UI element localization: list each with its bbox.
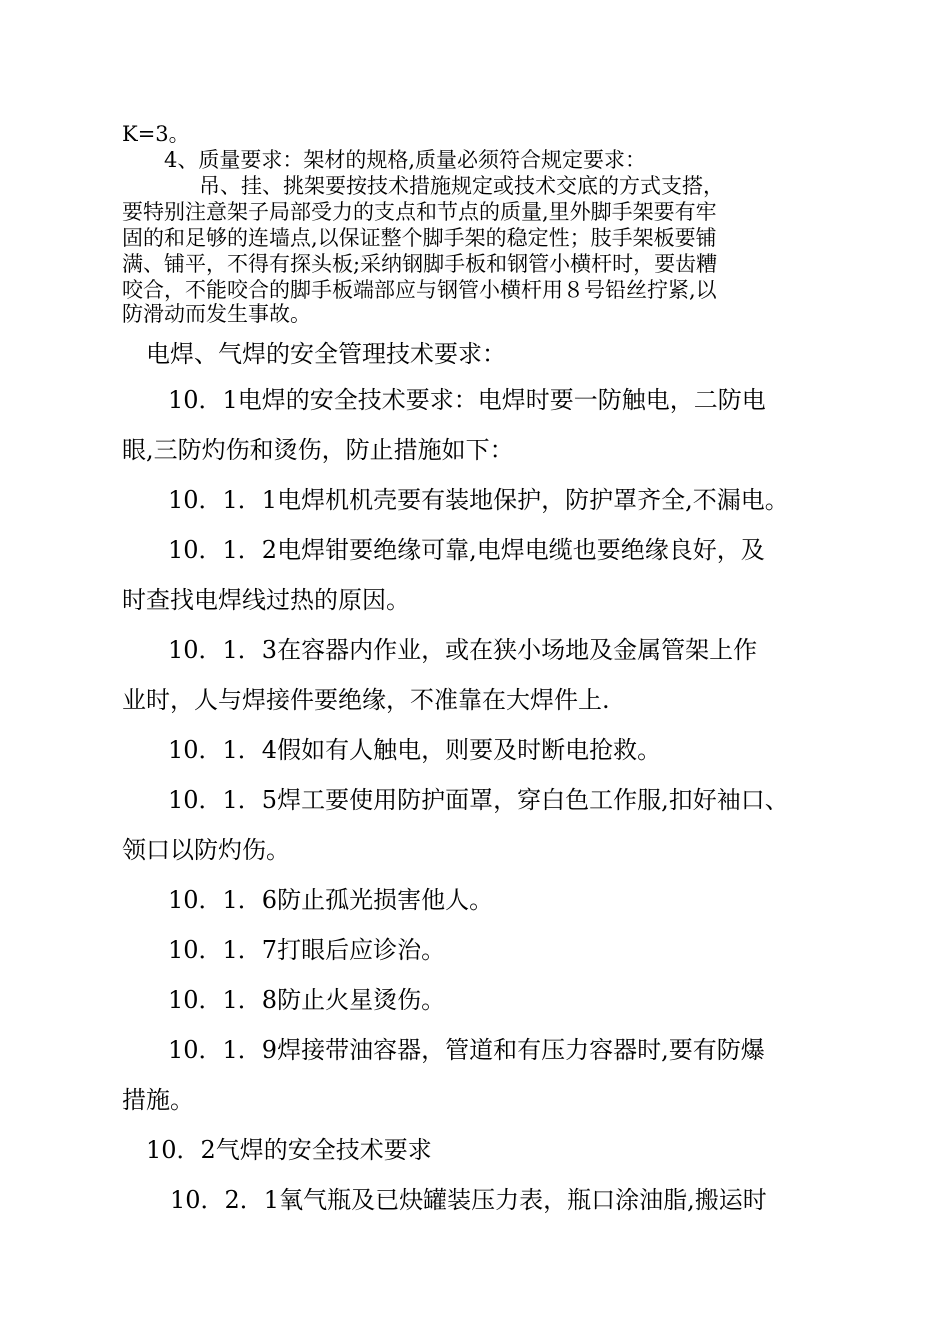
- text-line: 10．1．6防止孤光损害他人。: [168, 886, 494, 914]
- text-line: 领口以防灼伤。: [122, 836, 290, 864]
- text-line: 4、质量要求：架材的规格,质量必须符合规定要求：: [164, 148, 647, 172]
- text-line: 咬合，不能咬合的脚手板端部应与钢管小横杆用８号铅丝拧紧,以: [122, 278, 717, 302]
- text-line: 10．1．8防止火星烫伤。: [168, 986, 446, 1014]
- text-line: 10．1．9焊接带油容器，管道和有压力容器时,要有防爆: [168, 1036, 765, 1064]
- text-line: 10．1．4假如有人触电，则要及时断电抢救。: [168, 736, 662, 764]
- text-line: 业时，人与焊接件要绝缘，不准靠在大焊件上.: [122, 686, 610, 714]
- text-line: 措施。: [122, 1086, 194, 1114]
- text-line: 10．1．1电焊机机壳要有装地保护，防护罩齐全,不漏电。: [168, 486, 789, 514]
- section-heading: 电焊、气焊的安全管理技术要求：: [146, 340, 506, 368]
- text-line: 10．2．1氧气瓶及已炔罐装压力表，瓶口涂油脂,搬运时: [170, 1186, 767, 1214]
- text-line: 10．1．2电焊钳要绝缘可靠,电焊电缆也要绝缘良好，及: [168, 536, 765, 564]
- text-line: 满、铺平，不得有探头板;采纳钢脚手板和钢管小横杆时，要齿糟: [122, 252, 718, 276]
- text-line: 10．1．3在容器内作业，或在狭小场地及金属管架上作: [168, 636, 758, 664]
- text-line: 眼,三防灼伤和烫伤，防止措施如下：: [122, 436, 514, 464]
- text-line: 吊、挂、挑架要按技术措施规定或技术交底的方式支搭，: [199, 174, 724, 198]
- text-line: K=3。: [122, 122, 190, 146]
- text-line: 时查找电焊线过热的原因。: [122, 586, 410, 614]
- text-line: 固的和足够的连墙点,以保证整个脚手架的稳定性；肢手架板要铺: [122, 226, 717, 250]
- text-line: 要特别注意架子局部受力的支点和节点的质量,里外脚手架要有牢: [122, 200, 717, 224]
- text-line: 防滑动而发生事故。: [122, 302, 311, 326]
- text-line: 10．1电焊的安全技术要求：电焊时要一防触电，二防电: [168, 386, 766, 414]
- section-heading: 10．2气焊的安全技术要求: [146, 1136, 432, 1164]
- text-line: 10．1．5焊工要使用防护面罩，穿白色工作服,扣好袖口、: [168, 786, 789, 814]
- text-line: 10．1．7打眼后应诊治。: [168, 936, 446, 964]
